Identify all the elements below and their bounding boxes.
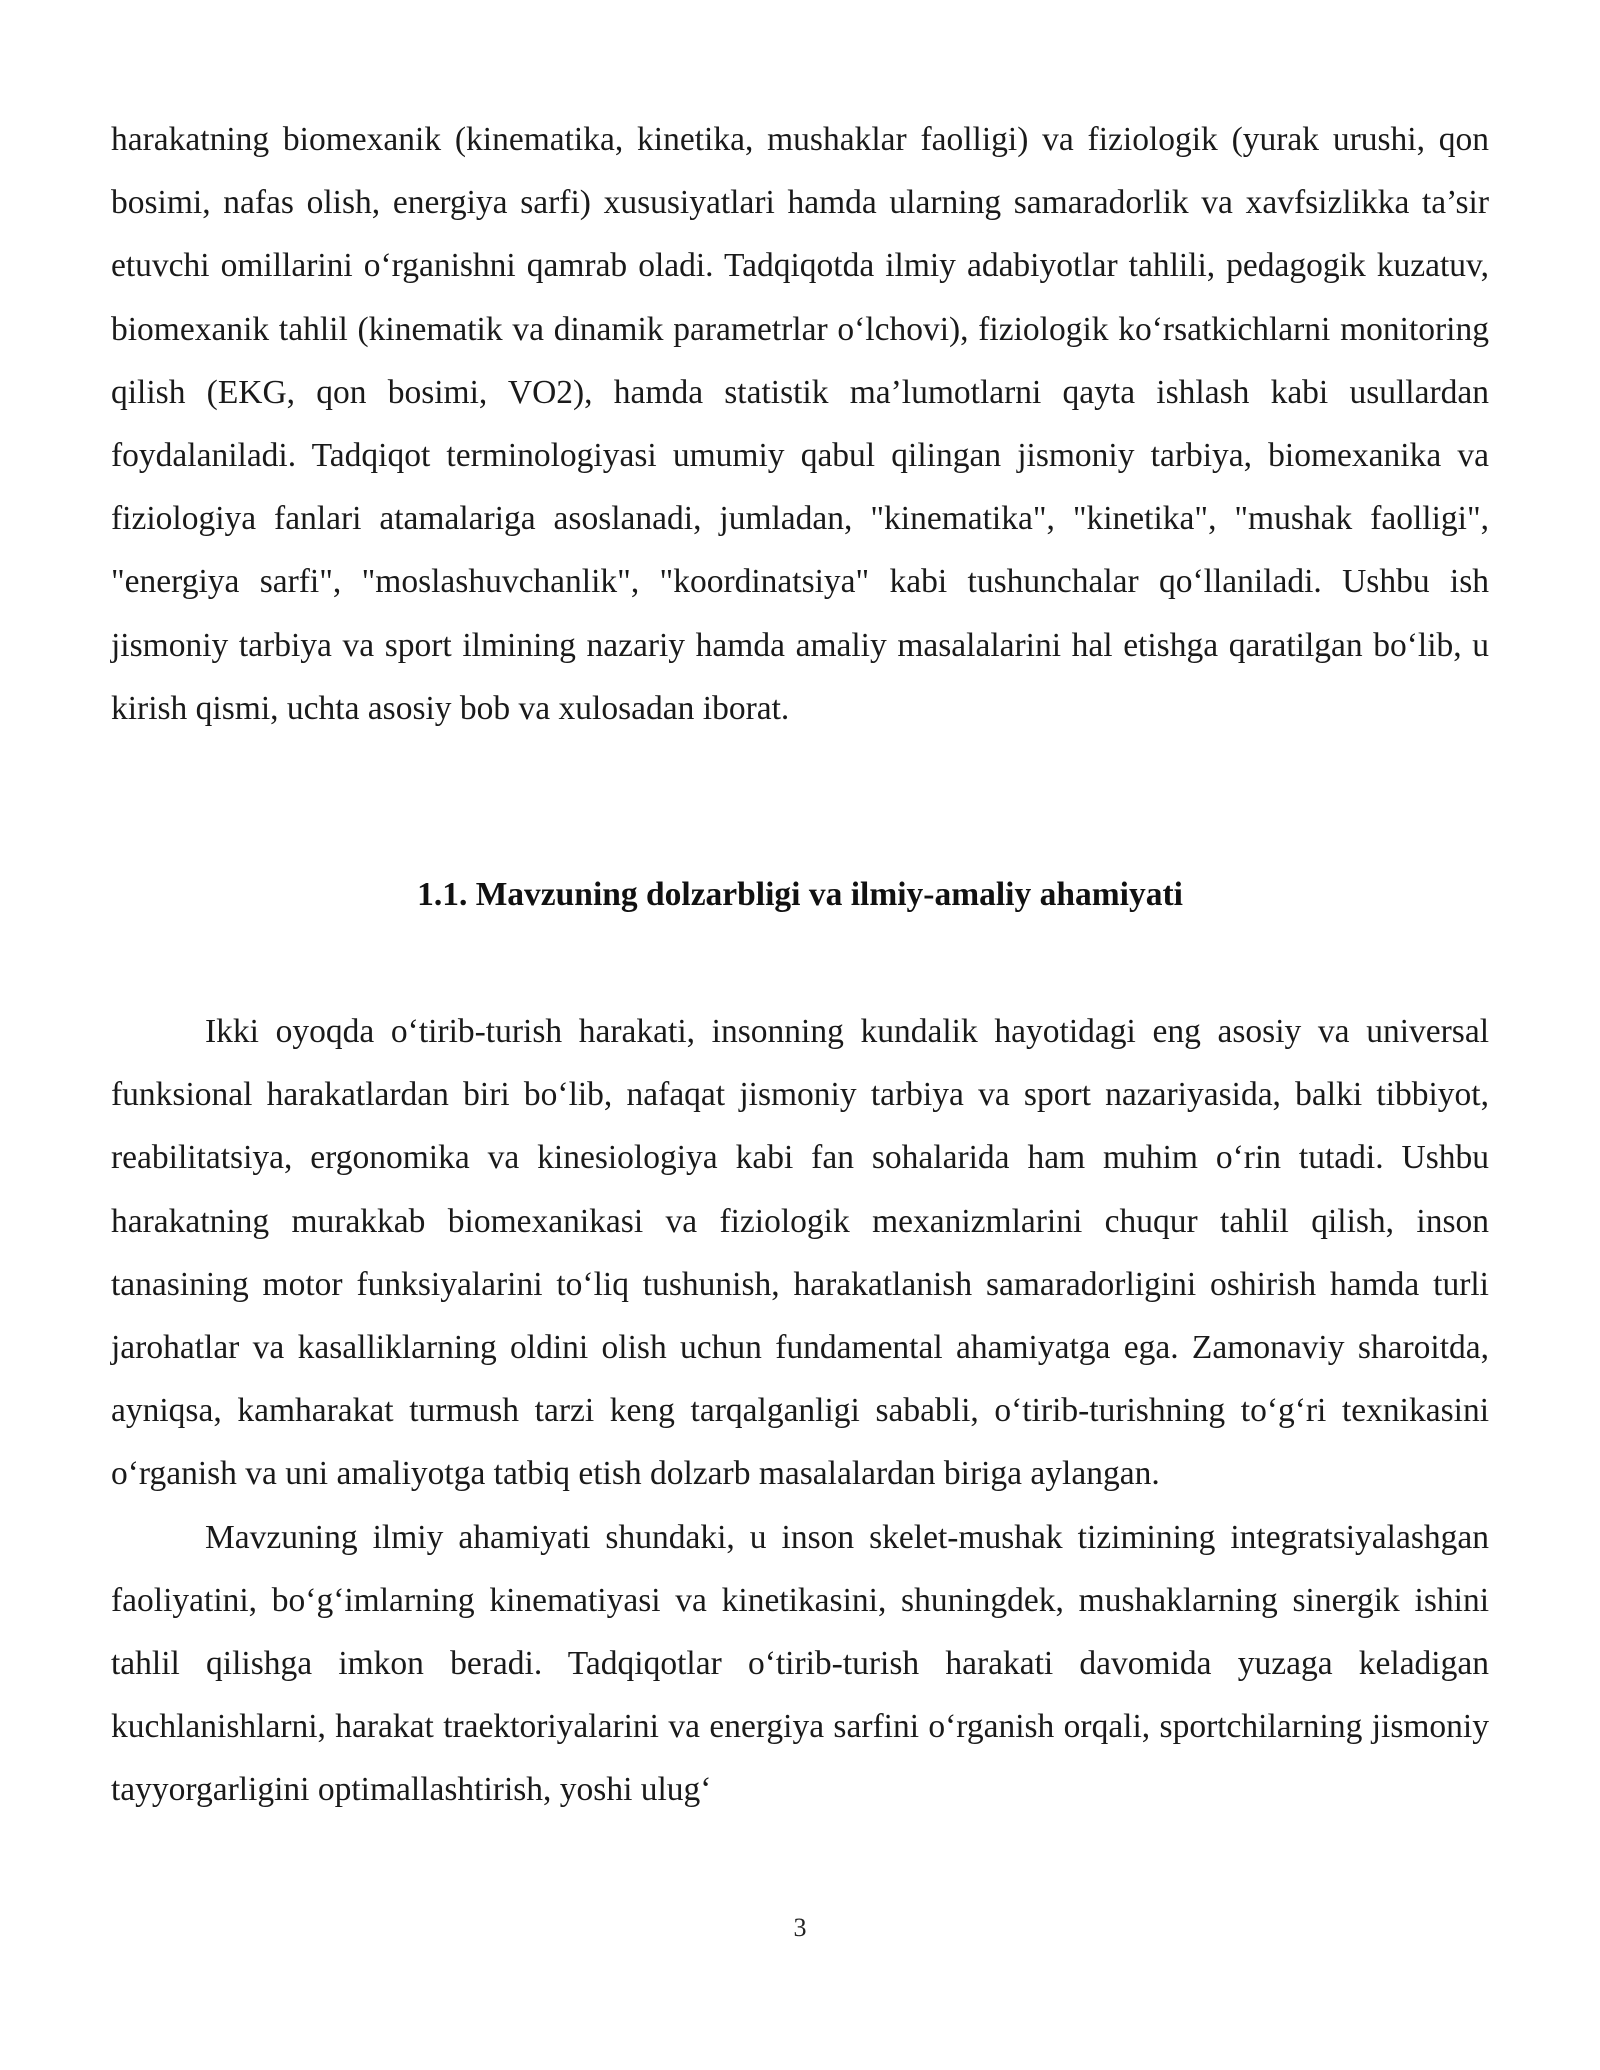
section-paragraph-2: Mavzuning ilmiy ahamiyati shundaki, u inson skelet-mushak tizimining integratsiyalashgan faoliyatini, bo‘g‘imlarning kinematiyasi va kinetikasini, shuningdek, mushaklarning sinergik ishini tahlil qilishga imkon beradi. Tadqiqotlar o‘tirib-turish harakati davomida yuzaga keladigan kuchlanishlarni, harakat traektoriyalarini va energiya sarfini o‘rganish orqali, sportchilarning jismoniy tayyorgarligini optimallashtirish, yoshi ulug‘ bbox=[111, 1518, 1489, 1809]
section-body bbox=[111, 1000, 1489, 1822]
intro-text-block bbox=[111, 108, 1489, 740]
intro-paragraph: harakatning biomexanik (kinematika, kinetika, mushaklar faolligi) va fiziologik (yurak urushi, qon bosimi, nafas olish, energiya sarfi) xususiyatlari hamda ularning samaradorlik va xavfsizlikka ta’sir etuvchi omillarini o‘rganishni qamrab oladi. Tadqiqotda ilmiy adabiyotlar tahlili, pedagogik kuzatuv, biomexanik tahlil (kinematik va dinamik parametrlar o‘lchovi), fiziologik ko‘rsatkichlarni monitoring qilish (EKG, qon bosimi, VO2), hamda statistik ma’lumotlarni qayta ishlash kabi usullardan foydalaniladi. Tadqiqot terminologiyasi umumiy qabul qilingan jismoniy tarbiya, biomexanika va fiziologiya fanlari atamalariga asoslanadi, jumladan, "kinematika", "kinetika", "mushak faolligi", "energiya sarfi", "moslashuvchanlik", "koordinatsiya" kabi tushunchalar qo‘llaniladi. Ushbu ish jismoniy tarbiya va sport ilmining nazariy hamda amaliy masalalarini hal etishga qaratilgan bo‘lib, u kirish qismi, uchta asosiy bob va xulosadan iborat. bbox=[111, 121, 1489, 727]
section-heading: 1.1. Mavzuning dolzarbligi va ilmiy-amaliy ahamiyati bbox=[417, 876, 1183, 913]
page-number: 3 bbox=[793, 1913, 807, 1942]
section-heading-block bbox=[111, 863, 1489, 926]
section-paragraph-1: Ikki oyoqda o‘tirib-turish harakati, insonning kundalik hayotidagi eng asosiy va universal funksional harakatlardan biri bo‘lib, nafaqat jismoniy tarbiya va sport nazariyasida, balki tibbiyot, reabilitatsiya, ergonomika va kinesiologiya kabi fan sohalarida ham muhim o‘rin tutadi. Ushbu harakatning murakkab biomexanikasi va fiziologik mexanizmlarini chuqur tahlil qilish, inson tanasining motor funksiyalarini to‘liq tushunish, harakatlanish samaradorligini oshirish hamda turli jarohatlar va kasalliklarning oldini olish uchun fundamental ahamiyatga ega. Zamonaviy sharoitda, ayniqsa, kamharakat turmush tarzi keng tarqalganligi sababli, o‘tirib-turishning to‘g‘ri texnikasini o‘rganish va uni amaliyotga tatbiq etish dolzarb masalalardan biriga aylangan. bbox=[111, 1013, 1489, 1493]
